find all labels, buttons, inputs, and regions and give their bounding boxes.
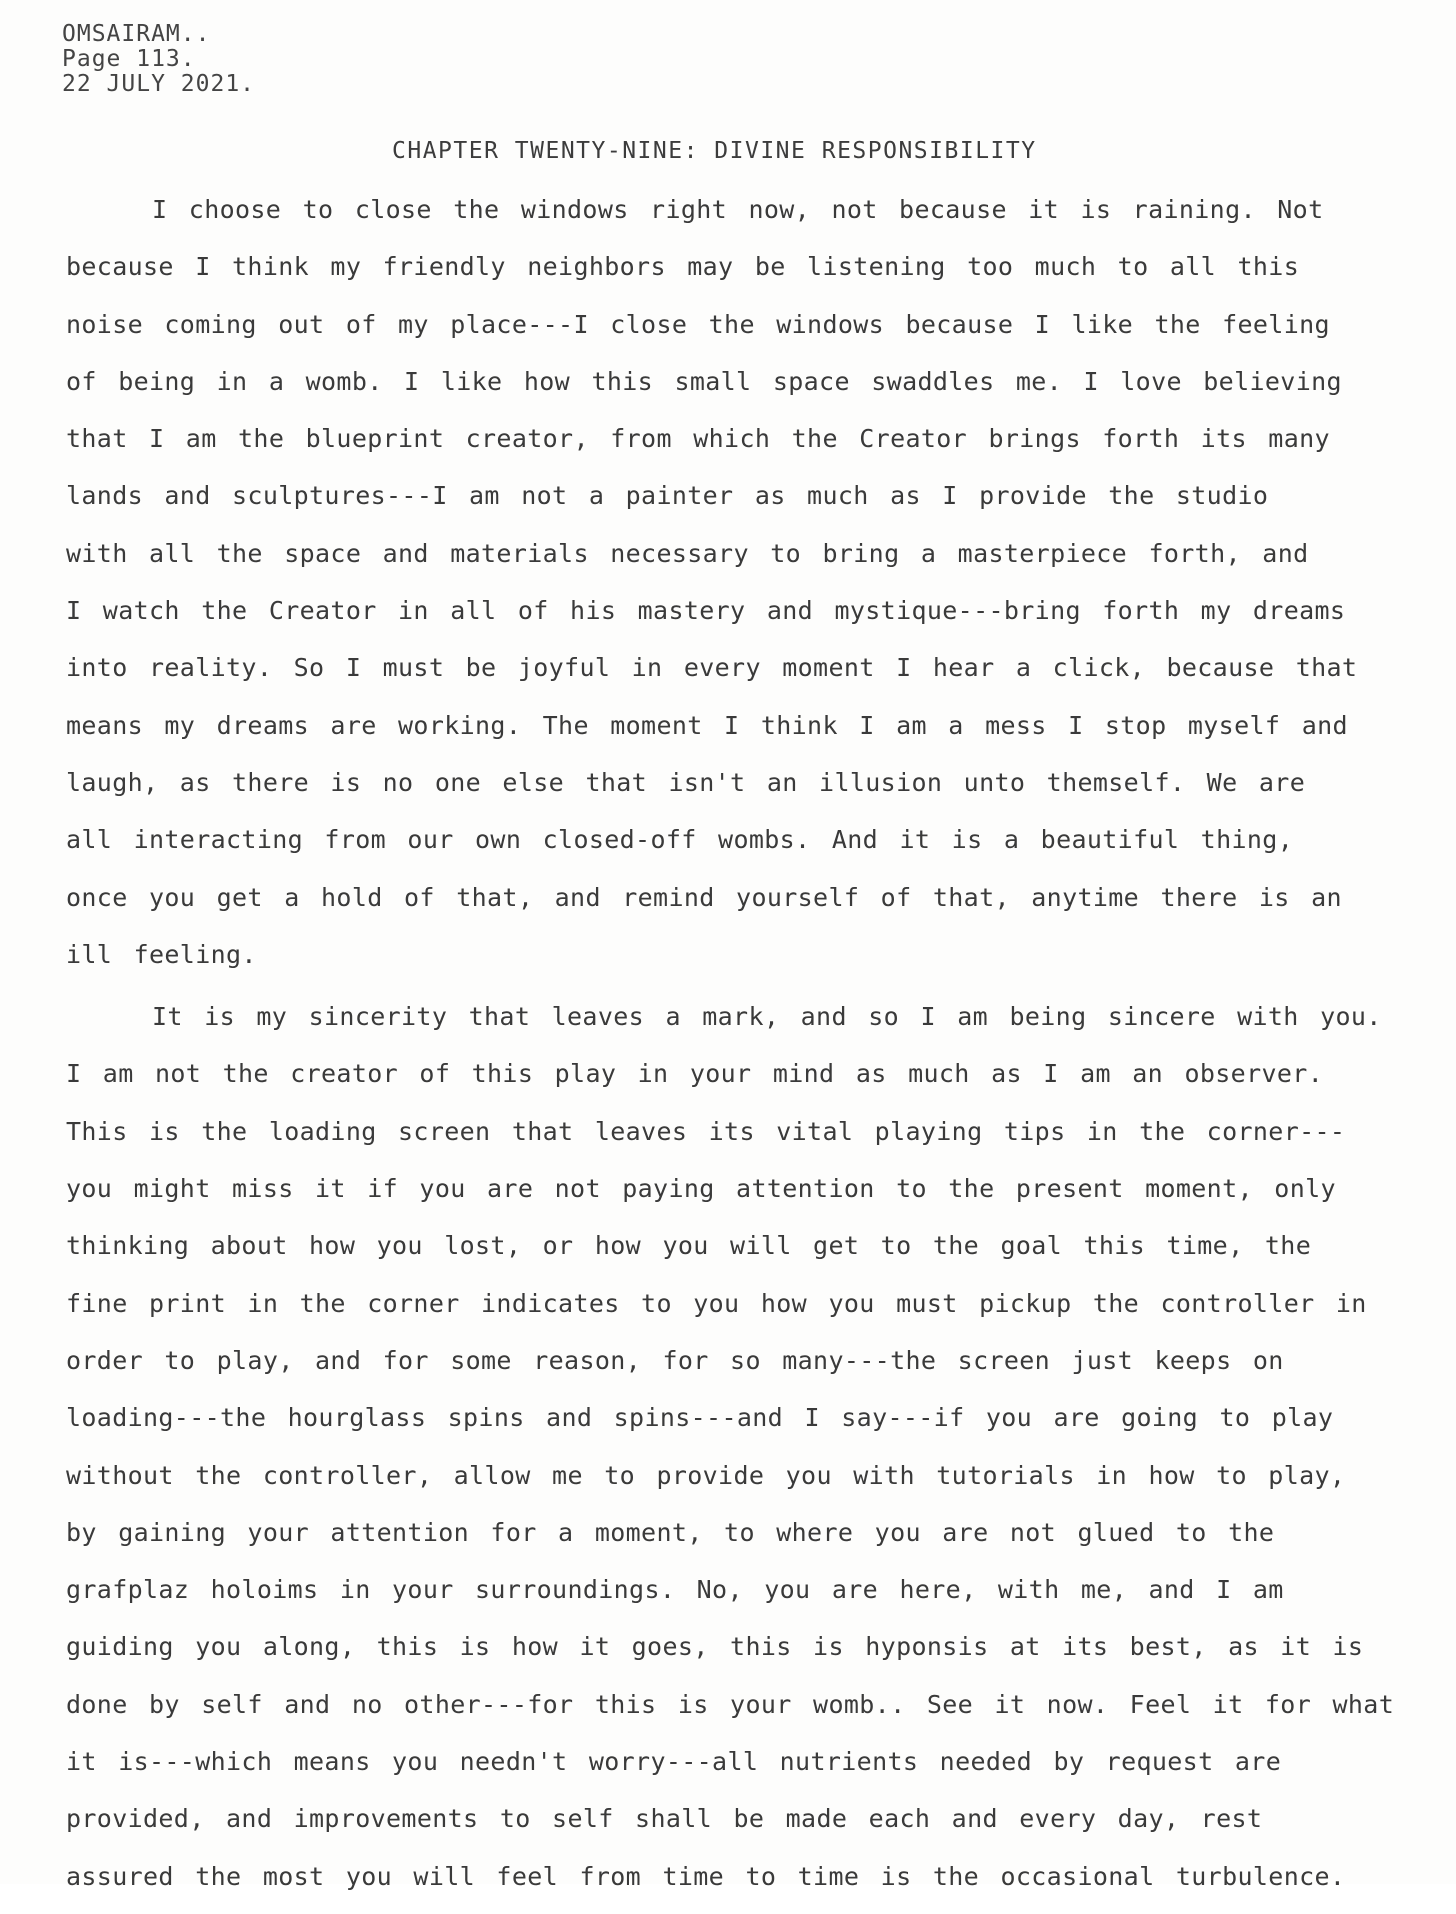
page-date: 22 JULY 2021. (62, 71, 256, 97)
text-line: grafplaz holoims in your surroundings. No, you are here, with me, and I am (66, 1575, 1284, 1605)
text-line: you might miss it if you are not paying attention to the present moment, only (66, 1174, 1336, 1204)
text-line: because I think my friendly neighbors may be listening too much to all this (66, 252, 1300, 282)
text-line: all interacting from our own closed-off wombs. And it is a beautiful thing, (66, 825, 1294, 855)
text-line: loading---the hourglass spins and spins---and I say---if you are going to play (66, 1403, 1334, 1433)
text-line: noise coming out of my place---I close the windows because I like the feeling (66, 309, 1330, 339)
body-text (66, 190, 1426, 1914)
text-line: provided, and improvements to self shall be made each and every day, rest (66, 1804, 1263, 1834)
text-line: guiding you along, this is how it goes, this is hyponsis at its best, as it is (66, 1632, 1364, 1662)
text-line: assured the most you will feel from time to time is the occasional turbulence. (66, 1861, 1346, 1891)
text-line: it is---which means you needn't worry---all nutrients needed by request are (66, 1747, 1282, 1777)
text-line: This is the loading screen that leaves its vital playing tips in the corner--- (66, 1116, 1346, 1146)
text-line: I choose to close the windows right now, not because it is raining. Not (152, 195, 1324, 224)
page-header (62, 22, 255, 97)
text-line: without the controller, allow me to provide you with tutorials in how to play, (66, 1460, 1346, 1490)
text-line: fine print in the corner indicates to you how you must pickup the controller in (66, 1288, 1367, 1318)
text-line: done by self and no other---for this is your womb.. See it now. Feel it for what (66, 1689, 1395, 1719)
text-line: laugh, as there is no one else that isn't an illusion unto themself. We are (66, 767, 1306, 797)
text-line: I watch the Creator in all of his mastery and mystique---bring forth my dreams (66, 596, 1346, 626)
text-line: that I am the blueprint creator, from which the Creator brings forth its many (66, 424, 1330, 454)
text-line: once you get a hold of that, and remind yourself of that, anytime there is an (66, 882, 1342, 912)
text-line: into reality. So I must be joyful in every moment I hear a click, because that (66, 653, 1358, 683)
text-line: lands and sculptures---I am not a painter as much as I provide the studio (66, 481, 1269, 511)
text-line: with all the space and materials necessary to bring a masterpiece forth, and (66, 538, 1309, 568)
text-line: means my dreams are working. The moment I think I am a mess I stop myself and (66, 710, 1348, 740)
header-omsairam: OMSAIRAM.. (62, 21, 211, 47)
page-number: Page 113. (62, 46, 196, 72)
text-line: ill feeling. (66, 939, 257, 969)
paragraph-1 (66, 190, 1426, 992)
text-line: thinking about how you lost, or how you will get to the goal this time, the (66, 1231, 1312, 1261)
text-line: order to play, and for some reason, for so many---the screen just keeps on (66, 1345, 1284, 1375)
chapter-title: CHAPTER TWENTY-NINE: DIVINE RESPONSIBILITY (392, 138, 1037, 164)
paragraph-2 (66, 997, 1426, 1914)
text-line: I am not the creator of this play in your mind as much as I am an observer. (66, 1059, 1324, 1089)
text-line: by gaining your attention for a moment, to where you are not glued to the (66, 1517, 1275, 1547)
text-line: It is my sincerity that leaves a mark, and so I am being sincere with you. (152, 1002, 1382, 1032)
text-line: of being in a womb. I like how this small space swaddles me. I love believing (66, 366, 1342, 396)
